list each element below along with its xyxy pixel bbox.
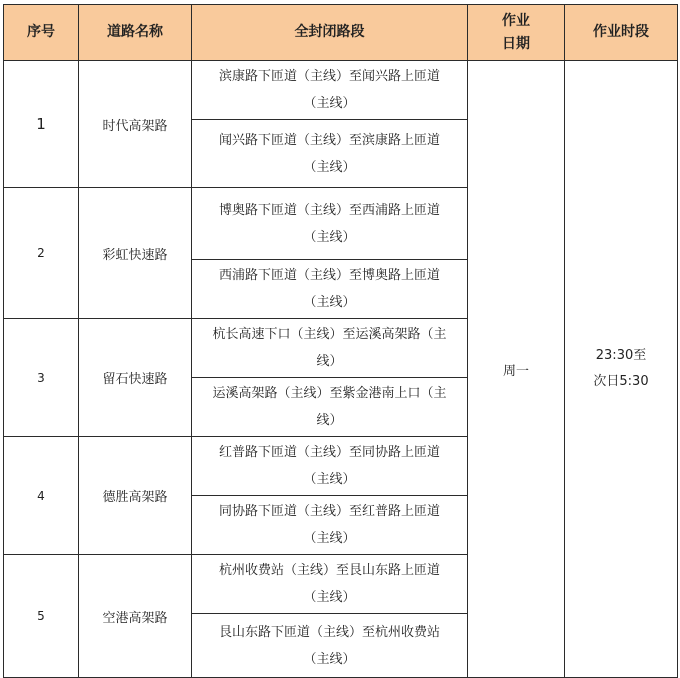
segment-line1: 艮山东路下匝道（主线）至杭州收费站 (218, 624, 440, 640)
road-name: 时代高架路 (79, 61, 192, 188)
row-index: 1 (4, 61, 79, 188)
segment-cell (192, 260, 468, 319)
road-name: 空港高架路 (79, 555, 192, 678)
segment-line2: （主线） (303, 472, 356, 487)
header-row (4, 5, 678, 61)
segment-line1: 西浦路下匝道（主线）至博奥路上匝道 (218, 268, 440, 283)
segment-line2: （主线） (303, 531, 356, 546)
segment-cell (192, 378, 468, 437)
road-closure-table (3, 4, 678, 678)
header-work-date-line1: 作业 (502, 12, 530, 29)
row-index: 2 (4, 188, 79, 319)
segment-line2: （主线） (303, 229, 356, 245)
road-name: 德胜高架路 (79, 437, 192, 555)
header-work-date (468, 5, 565, 61)
segment-line1: 闻兴路下匝道（主线）至滨康路上匝道 (218, 132, 440, 148)
work-date: 周一 (468, 61, 565, 678)
row-index: 3 (4, 319, 79, 437)
segment-line1: 博奥路下匝道（主线）至西浦路上匝道 (218, 202, 440, 218)
header-work-time: 作业时段 (565, 5, 678, 61)
segment-line1: 同协路下匝道（主线）至红普路上匝道 (218, 504, 440, 519)
segment-cell (192, 120, 468, 188)
segment-cell (192, 61, 468, 120)
segment-cell (192, 614, 468, 678)
header-segment: 全封闭路段 (192, 5, 468, 61)
row-index: 4 (4, 437, 79, 555)
segment-line2: 线） (316, 354, 343, 369)
segment-cell (192, 319, 468, 378)
road-name: 彩虹快速路 (79, 188, 192, 319)
segment-line2: （主线） (303, 590, 356, 605)
segment-line1: 杭长高速下口（主线）至运溪高架路（主 (212, 327, 447, 342)
work-time (565, 61, 678, 678)
row-index: 5 (4, 555, 79, 678)
work-time-line2: 次日5:30 (593, 374, 649, 389)
segment-line1: 滨康路下匝道（主线）至闻兴路上匝道 (218, 69, 440, 84)
segment-cell (192, 188, 468, 260)
header-work-date-line2: 日期 (502, 35, 530, 52)
work-time-line1: 23:30至 (595, 348, 647, 363)
segment-cell (192, 555, 468, 614)
segment-line2: （主线） (303, 159, 356, 175)
segment-line1: 运溪高架路（主线）至紫金港南上口（主 (212, 386, 447, 401)
segment-line1: 红普路下匝道（主线）至同协路上匝道 (218, 445, 440, 460)
table-row (4, 61, 678, 120)
header-index: 序号 (4, 5, 79, 61)
segment-cell (192, 496, 468, 555)
segment-line2: （主线） (303, 651, 356, 667)
header-road-name: 道路名称 (79, 5, 192, 61)
segment-line2: （主线） (303, 96, 356, 111)
segment-line1: 杭州收费站（主线）至艮山东路上匝道 (218, 563, 440, 578)
segment-line2: （主线） (303, 295, 356, 310)
road-name: 留石快速路 (79, 319, 192, 437)
segment-cell (192, 437, 468, 496)
segment-line2: 线） (316, 413, 343, 428)
